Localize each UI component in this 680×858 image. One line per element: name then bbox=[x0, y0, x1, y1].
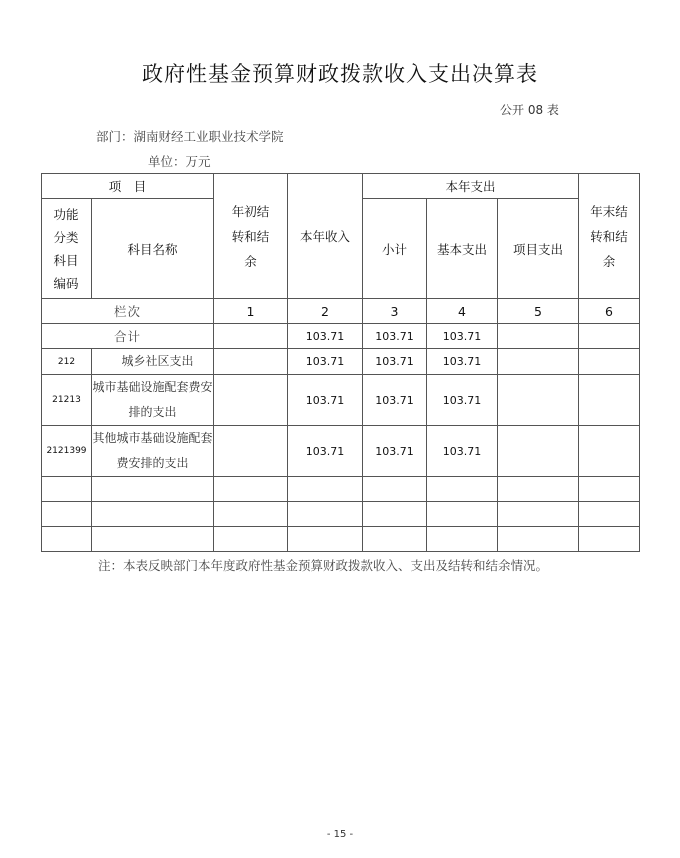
value-cell bbox=[498, 349, 579, 375]
table-row bbox=[42, 375, 640, 426]
total-value: 103.71 bbox=[427, 324, 498, 349]
value-cell bbox=[498, 426, 579, 477]
subject-name-cell: 城乡社区支出 bbox=[92, 349, 214, 375]
header-current-expenditure: 本年支出 bbox=[363, 174, 579, 199]
value-cell: 103.71 bbox=[427, 426, 498, 477]
header-subtotal: 小计 bbox=[363, 199, 427, 299]
value-cell: 103.71 bbox=[427, 349, 498, 375]
header-func-code bbox=[42, 199, 92, 299]
page-number: - 15 - bbox=[326, 829, 354, 840]
report-title: 政府性基金预算财政拨款收入支出决算表 bbox=[142, 62, 538, 86]
header-beginning-balance-text: 年初结转和结余 bbox=[231, 203, 270, 269]
header-item: 项 目 bbox=[42, 174, 214, 199]
value-cell: 103.71 bbox=[288, 375, 363, 426]
value-cell: 103.71 bbox=[363, 349, 427, 375]
header-beginning-balance bbox=[214, 174, 288, 299]
total-value bbox=[579, 324, 640, 349]
total-row bbox=[42, 324, 640, 349]
column-number: 4 bbox=[427, 299, 498, 324]
func-code-cell: 21213 bbox=[42, 375, 92, 426]
department-label: 部门：湖南财经工业职业技术学院 bbox=[96, 129, 284, 144]
header-func-code-text: 功能分类科目编码 bbox=[53, 206, 79, 291]
table-row bbox=[42, 349, 640, 375]
subject-name-cell: 其他城市基础设施配套费安排的支出 bbox=[92, 426, 214, 477]
header-project-expenditure: 项目支出 bbox=[498, 199, 579, 299]
column-number: 5 bbox=[498, 299, 579, 324]
value-cell bbox=[498, 375, 579, 426]
total-value bbox=[214, 324, 288, 349]
value-cell: 103.71 bbox=[363, 375, 427, 426]
value-cell: 103.71 bbox=[427, 375, 498, 426]
header-ending-balance bbox=[579, 174, 640, 299]
value-cell: 103.71 bbox=[288, 426, 363, 477]
func-code-cell: 2121399 bbox=[42, 426, 92, 477]
column-number: 1 bbox=[214, 299, 288, 324]
form-number: 公开 08 表 bbox=[500, 103, 559, 117]
header-row-1 bbox=[42, 174, 640, 199]
total-value bbox=[498, 324, 579, 349]
value-cell bbox=[214, 426, 288, 477]
header-current-income: 本年收入 bbox=[288, 174, 363, 299]
total-value: 103.71 bbox=[288, 324, 363, 349]
budget-table bbox=[41, 173, 640, 552]
empty-row bbox=[42, 502, 640, 527]
subject-name-cell: 城市基础设施配套费安排的支出 bbox=[92, 375, 214, 426]
value-cell bbox=[579, 375, 640, 426]
header-ending-balance-text: 年末结转和结余 bbox=[590, 203, 628, 269]
value-cell bbox=[214, 349, 288, 375]
column-number-label: 栏次 bbox=[42, 299, 214, 324]
table-row bbox=[42, 426, 640, 477]
value-cell bbox=[214, 375, 288, 426]
empty-row bbox=[42, 527, 640, 552]
footnote: 注：本表反映部门本年度政府性基金预算财政拨款收入、支出及结转和结余情况。 bbox=[98, 558, 549, 573]
total-label: 合计 bbox=[42, 324, 214, 349]
value-cell bbox=[579, 349, 640, 375]
column-number: 6 bbox=[579, 299, 640, 324]
header-basic-expenditure: 基本支出 bbox=[427, 199, 498, 299]
column-number: 3 bbox=[363, 299, 427, 324]
header-subject-name: 科目名称 bbox=[92, 199, 214, 299]
unit-label: 单位：万元 bbox=[148, 154, 211, 169]
total-value: 103.71 bbox=[363, 324, 427, 349]
column-number-row bbox=[42, 299, 640, 324]
value-cell: 103.71 bbox=[363, 426, 427, 477]
value-cell bbox=[579, 426, 640, 477]
empty-row bbox=[42, 477, 640, 502]
value-cell: 103.71 bbox=[288, 349, 363, 375]
column-number: 2 bbox=[288, 299, 363, 324]
func-code-cell: 212 bbox=[42, 349, 92, 375]
